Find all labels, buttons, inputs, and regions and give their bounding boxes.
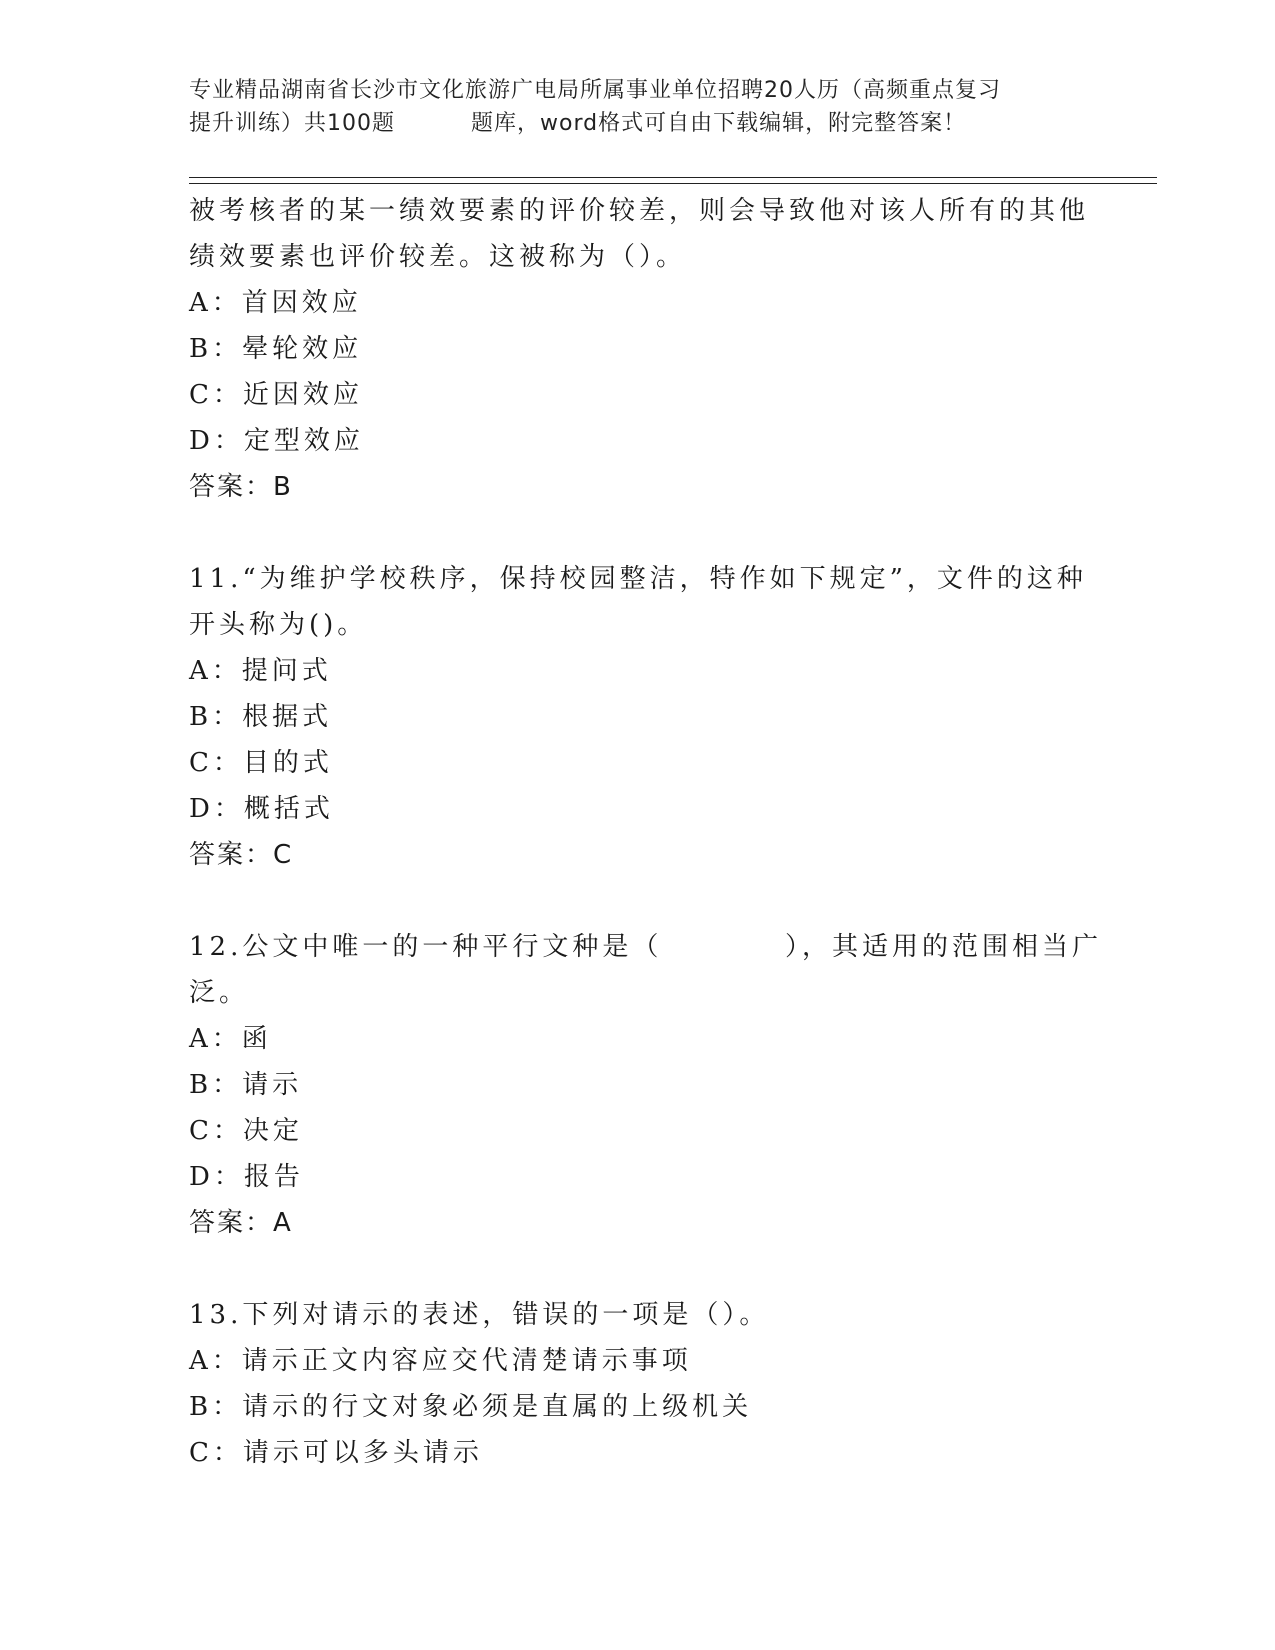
question-stem: 被考核者的某一绩效要素的评价较差，则会导致他对该人所有的其他 <box>189 196 1090 226</box>
question-block <box>189 1292 1089 1476</box>
question-stem: 开头称为()。 <box>189 610 368 640</box>
answer-text: 答案：B <box>189 472 293 502</box>
option-a: A：函 <box>189 1024 272 1054</box>
header-title-line-1: 专业精品湖南省长沙市文化旅游广电局所属事业单位招聘20人历（高频重点复习 <box>189 78 1001 103</box>
header-title-line-2-right: 题库，word格式可自由下载编辑，附完整答案！ <box>471 111 967 136</box>
option-d: D：报告 <box>189 1162 304 1192</box>
question-stem: 12.公文中唯一的一种平行文种是（ ），其适用的范围相当广 <box>189 932 1102 962</box>
option-a: A：提问式 <box>189 656 332 686</box>
option-d: D：概括式 <box>189 794 334 824</box>
option-c: C：近因效应 <box>189 380 363 410</box>
header-divider-bottom <box>189 183 1157 184</box>
option-b: B：请示的行文对象必须是直属的上级机关 <box>189 1392 753 1422</box>
question-stem: 绩效要素也评价较差。这被称为（）。 <box>189 242 687 272</box>
question-stem: 13.下列对请示的表述，错误的一项是（）。 <box>189 1300 770 1330</box>
question-list <box>189 188 1102 1476</box>
answer-text: 答案：C <box>189 840 294 870</box>
header-divider-top <box>189 177 1157 178</box>
answer-text: 答案：A <box>189 1208 293 1238</box>
document-header <box>189 74 1089 140</box>
option-a: A：首因效应 <box>189 288 362 318</box>
option-b: B：根据式 <box>189 702 333 732</box>
header-title-line-2-left: 提升训练）共100题 <box>189 111 395 136</box>
question-stem: 泛。 <box>189 978 250 1008</box>
option-b: B：晕轮效应 <box>189 334 363 364</box>
question-block <box>189 924 1102 1246</box>
option-a: A：请示正文内容应交代清楚请示事项 <box>189 1346 692 1376</box>
option-b: B：请示 <box>189 1070 303 1100</box>
option-d: D：定型效应 <box>189 426 364 456</box>
option-c: C：请示可以多头请示 <box>189 1438 483 1468</box>
question-block <box>189 556 1089 878</box>
question-stem: 11.“为维护学校秩序，保持校园整洁，特作如下规定”，文件的这种 <box>189 564 1087 594</box>
option-c: C：目的式 <box>189 748 333 778</box>
question-block <box>189 188 1089 510</box>
header-title-line-2 <box>189 107 1089 140</box>
option-c: C：决定 <box>189 1116 303 1146</box>
